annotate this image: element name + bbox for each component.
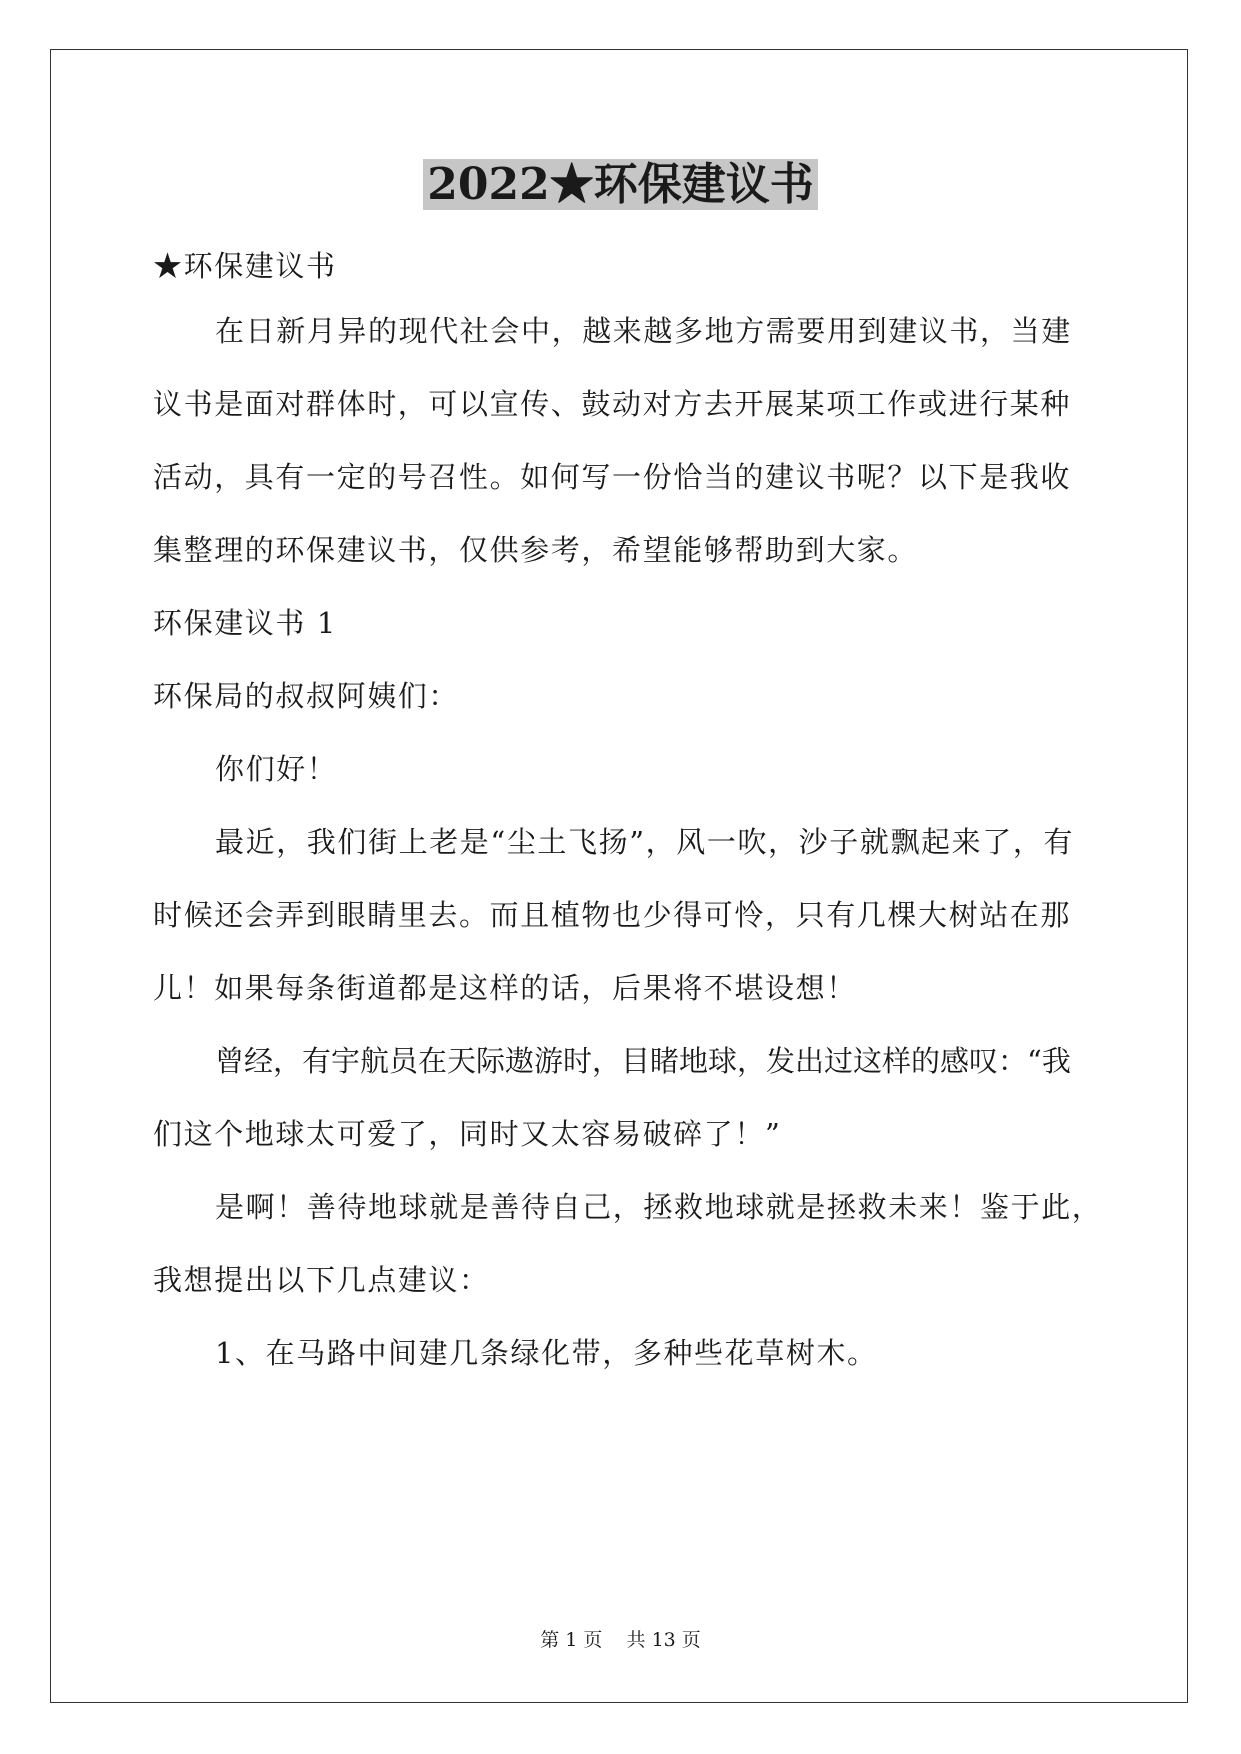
section-heading: 环保建议书 1 (153, 606, 337, 640)
salutation: 环保局的叔叔阿姨们： (153, 679, 460, 713)
page-number: 第 1 页 共 13 页 (540, 1629, 701, 1651)
suggestion-1: 1、在马路中间建几条绿化带，多种些花草树木。 (215, 1336, 878, 1370)
document-title-text: 2022★环保建议书 (423, 159, 817, 210)
body-line-7: 我想提出以下几点建议： (153, 1263, 490, 1297)
intro-line-2: 议书是面对群体时，可以宣传、鼓动对方去开展某项工作或进行某种 (153, 387, 1072, 421)
body-line-3: 儿！如果每条街道都是这样的话，后果将不堪设想！ (153, 971, 857, 1005)
subtitle-line: ★环保建议书 (153, 249, 337, 283)
intro-line-1: 在日新月异的现代社会中，越来越多地方需要用到建议书，当建 (215, 314, 1072, 348)
body-line-6: 是啊！善待地球就是善待自己，拯救地球就是拯救未来！鉴于此， (215, 1190, 1103, 1224)
document-title (0, 157, 1241, 213)
page-border (50, 49, 1188, 1703)
body-line-1: 最近，我们街上老是“尘土飞扬”，风一吹，沙子就飘起来了，有 (215, 825, 1075, 859)
intro-line-3: 活动，具有一定的号召性。如何写一份恰当的建议书呢？以下是我收 (153, 460, 1072, 494)
body-line-4: 曾经，有宇航员在天际遨游时，目睹地球，发出过这样的感叹：“我 (215, 1044, 1071, 1078)
page-footer (0, 1627, 1241, 1653)
intro-line-4: 集整理的环保建议书，仅供参考，希望能够帮助到大家。 (153, 533, 919, 567)
greeting: 你们好！ (215, 752, 338, 786)
body-line-2: 时候还会弄到眼睛里去。而且植物也少得可怜，只有几棵大树站在那 (153, 898, 1072, 932)
body-line-5: 们这个地球太可爱了，同时又太容易破碎了！” (153, 1117, 782, 1151)
